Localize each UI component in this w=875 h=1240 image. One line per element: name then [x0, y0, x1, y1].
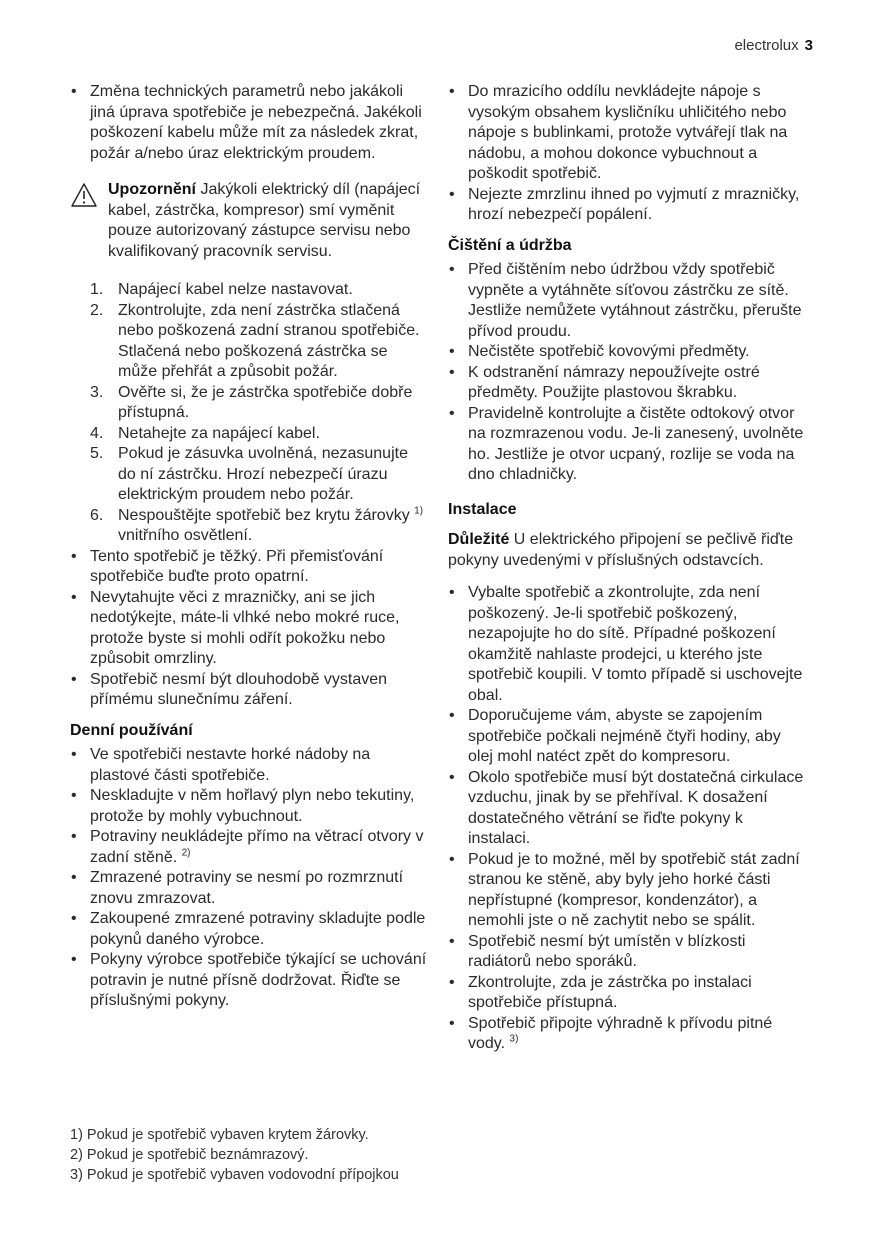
list-item [448, 1014, 806, 1055]
step-number: 1. [90, 281, 104, 298]
list-item: • Spotřebič nesmí být dlouhodobě vystaven přímému slunečnímu záření. [70, 670, 430, 711]
list-item-text: Pokyny výrobce spotřebiče týkající se uchování potravin je nutné přísně dodržovat. Řiďte se příslušnými pokyny. [90, 951, 427, 1009]
warning-title: Upozornění [108, 181, 196, 198]
step-text: Netahejte za napájecí kabel. [118, 424, 320, 442]
list-item: • Nevytahujte věci z mrazničky, ani se jich nedotýkejte, máte-li vlhké nebo mokré ruce, protože byste si mohli odřít pokožku nebo způsobit omrzliny. [70, 588, 430, 670]
list-item [70, 786, 430, 827]
step-text: Napájecí kabel nelze nastavovat. [118, 281, 353, 298]
list-item-text: Vybalte spotřebič a zkontrolujte, zda není poškozený. Je-li spotřebič poškozený, nezapojujte ho do sítě. Případné poškození okamžitě nahlaste prodejci, u kterého jste spotřebič koupili. V tomto případě si uschovejte obal. [468, 584, 803, 704]
list-item [448, 706, 806, 768]
safety-list [70, 547, 430, 711]
cleaning-list [448, 260, 806, 486]
list-item-text: Zkontrolujte, zda je zástrčka po instalaci spotřebiče přístupná. [468, 973, 752, 1011]
important-note [448, 530, 806, 571]
list-item: • Nejezte zmrzlinu ihned po vyjmutí z mrazničky, hrozí nebezpečí popálení. [448, 185, 806, 226]
footnote-ref: 1) [414, 505, 424, 517]
list-item: • Do mrazicího oddílu nevkládejte nápoje s vysokým obsahem kysličníku uhličitého nebo nápoje s bublinkami, protože vytvářejí tlak na nádobu, a mohou dokonce vybuchnout a poškodit spotřebič. [448, 82, 806, 185]
daily-use-list [70, 745, 430, 1012]
step-number: 6. [90, 506, 104, 524]
list-item [448, 973, 806, 1014]
footnote: 1) Pokud je spotřebič vybaven krytem žárovky. [70, 1127, 369, 1143]
step-item [90, 280, 430, 301]
list-item-text: Okolo spotřebiče musí být dostatečná cirkulace vzduchu, jinak by se přehříval. K dosažení dostatečného větrání se řiďte pokyny k instalaci. [468, 768, 804, 847]
list-item [70, 950, 430, 1012]
list-item: • K odstranění námrazy nepoužívejte ostré předměty. Použijte plastovou škrabku. [448, 363, 806, 404]
list-item [70, 827, 430, 868]
important-title: Důležité [448, 531, 510, 548]
list-item [70, 868, 430, 909]
list-item-text: Ve spotřebiči nestavte horké nádoby na plastové části spotřebiče. [90, 746, 371, 784]
list-item-text: Zakoupené zmrazené potraviny skladujte podle pokynů daného výrobce. [90, 910, 426, 948]
list-item: • Změna technických parametrů nebo jakákoli jiná úprava spotřebiče je nebezpečná. Jakékoli poškození kabelu může mít za následek zkrat, požár a/nebo úraz elektrickým proudem. [70, 82, 430, 164]
freezer-list [448, 82, 806, 226]
step-item [90, 444, 430, 506]
warning-block [70, 180, 430, 262]
list-item-text: Spotřebič nesmí být umístěn v blízkosti radiátorů nebo sporáků. [468, 932, 746, 970]
footnote-ref: 3) [509, 1033, 519, 1045]
left-column [70, 82, 430, 1012]
step-item [90, 424, 430, 445]
footnote: 3) Pokud je spotřebič vybaven vodovodní přípojkou [70, 1167, 399, 1183]
section-heading-cleaning: Čištění a údržba [448, 236, 572, 254]
list-item [70, 745, 430, 786]
list-item [448, 932, 806, 973]
warning-text: Jakýkoli elektrický díl (napájecí kabel, zástrčka, kompresor) smí vyměnit pouze autorizovaný zástupce servisu nebo kvalifikovaný pracovník servisu. [108, 181, 421, 260]
important-text: U elektrického připojení se pečlivě řiďte pokyny uvedenými v příslušných odstavcích. [448, 531, 794, 569]
list-item: • Pravidelně kontrolujte a čistěte odtokový otvor na rozmrazenou vodu. Je-li zanesený, uvolněte ho. Jestliže je otvor ucpaný, rozlije se voda na dno chladničky. [448, 404, 806, 486]
brand-name: electrolux [734, 37, 799, 54]
list-item [448, 850, 806, 932]
step-number: 4. [90, 424, 104, 442]
step-text: Ověřte si, že je zástrčka spotřebiče dobře přístupná. [118, 383, 413, 421]
safety-steps [70, 280, 430, 547]
section-heading-daily-use: Denní používání [70, 721, 193, 739]
footnotes [70, 1125, 399, 1185]
list-item: • Tento spotřebič je těžký. Při přemisťování spotřebiče buďte proto opatrní. [70, 547, 430, 588]
footnote: 2) Pokud je spotřebič beznámrazový. [70, 1147, 309, 1163]
list-item [70, 909, 430, 950]
list-item-text: Neskladujte v něm hořlavý plyn nebo tekutiny, protože by mohly vybuchnout. [90, 787, 415, 825]
step-text-tail: vnitřního osvětlení. [118, 527, 253, 544]
step-number: 5. [90, 445, 104, 462]
list-item: • Nečistěte spotřebič kovovými předměty. [448, 342, 806, 363]
step-text: Pokud je zásuvka uvolněná, nezasunujte do ní zástrčku. Hrozí nebezpečí úrazu elektrickým proudem nebo požár. [118, 445, 408, 503]
installation-list [448, 583, 806, 1055]
step-item [90, 301, 430, 383]
page-number: 3 [804, 37, 813, 54]
step-text: Zkontrolujte, zda není zástrčka stlačená nebo poškozená zadní stranou spotřebiče. Stlačená nebo poškozená zástrčka se může přehřát a způsobit požár. [118, 301, 420, 380]
step-number: 2. [90, 301, 104, 319]
section-heading-installation: Instalace [448, 500, 517, 518]
page-header [734, 36, 813, 57]
step-number: 3. [90, 383, 104, 401]
list-item-text: Spotřebič připojte výhradně k přívodu pitné vody. [468, 1014, 773, 1052]
list-item: • Před čištěním nebo údržbou vždy spotřebič vypněte a vytáhněte síťovou zástrčku ze sítě. Jestliže nemůžete vytáhnout zástrčku, přerušte přívod proudu. [448, 260, 806, 342]
list-item [448, 768, 806, 850]
list-item-text: Pokud je to možné, měl by spotřebič stát zadní stranou ke stěně, aby byly jeho horké části nepřístupné (kompresor, kondenzátor), a nemohli jste o ně zachytit nebo se spálit. [468, 850, 800, 929]
step-item [90, 383, 430, 424]
list-item-text: Potraviny neukládejte přímo na větrací otvory v zadní stěně. [90, 828, 424, 866]
list-item-text: Zmrazené potraviny se nesmí po rozmrznutí znovu zmrazovat. [90, 869, 404, 907]
right-column [448, 82, 806, 1055]
warning-triangle-icon [70, 182, 98, 208]
intro-list [70, 82, 430, 164]
step-item [90, 506, 430, 547]
footnote-ref: 2) [181, 847, 191, 859]
step-text: Nespouštějte spotřebič bez krytu žárovky [118, 506, 410, 524]
list-item [448, 583, 806, 706]
list-item-text: Doporučujeme vám, abyste se zapojením spotřebiče počkali nejméně čtyři hodiny, aby olej mohl natéct zpět do kompresoru. [468, 707, 781, 765]
